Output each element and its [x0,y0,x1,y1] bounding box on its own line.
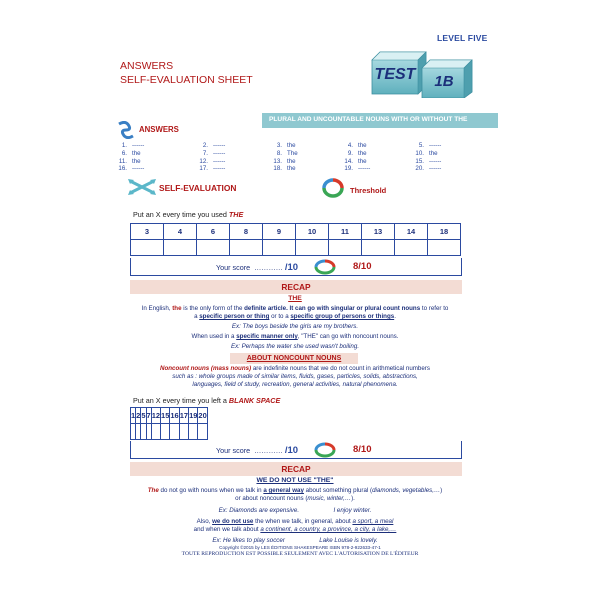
question-number-cell: 3 [131,224,164,240]
answer-item: 11. the [118,157,141,165]
question-number-cell: 9 [263,224,296,240]
recap-subtitle-no-the: WE DO NOT USE "THE" [256,477,334,484]
answer-item: 1. ------ [121,142,145,149]
mark-cell[interactable] [131,240,164,256]
recap-title-1: RECAP [130,280,462,294]
crossed-arrows-icon [128,179,156,200]
answer-item: 2. ------ [202,142,226,149]
answer-item: 20. ------ [415,165,442,173]
threshold-score-2: 8/10 [353,444,372,455]
answer-item: 19. ------ [344,165,371,173]
score-row-blank [130,441,462,459]
threshold-label: Threshold [350,186,387,195]
score-table-blank [130,407,208,440]
question-number-cell: 1 [131,408,136,424]
mark-cell[interactable] [296,240,329,256]
mark-cell[interactable] [362,240,395,256]
question-number-cell: 7 [146,408,151,424]
answer-item: 7. ------ [202,149,226,157]
answers-label: ANSWERS [139,125,179,134]
your-score-label: Your score ………… /10 [216,262,299,273]
score-table-the [130,223,461,256]
question-number-cell: 2 [136,408,141,424]
threshold-small-icon-2 [314,442,336,463]
answers-swirl-icon [116,121,136,144]
answer-item: 13. the [273,157,296,165]
answer-item: 12. ------ [199,157,226,165]
recap2-example-2: Ex: He likes to play soccer Lake Louise is lovely. [212,537,378,544]
threshold-score: 8/10 [353,261,372,272]
recap-example-2: Ex: Perhaps the water she used wasn't boiling. [230,343,360,350]
mark-cell[interactable] [189,424,198,440]
question-number-cell: 6 [197,224,230,240]
recap-example-1: Ex: The boys beside the girls are my brothers. [231,323,359,330]
mark-cell[interactable] [161,424,170,440]
question-number-cell: 16 [170,408,179,424]
question-number-cell: 14 [395,224,428,240]
question-number-cell: 11 [329,224,362,240]
mark-cell[interactable] [395,240,428,256]
noncount-paragraph: Noncount nouns (mass nouns) are indefinite nouns that we do not count in arithmetical numbers such as : whole groups made of similar items, fluids, gases, particles, solids, abstractions, languages, field of study, recreation, general activities, natural phenomena. [160,365,430,389]
mark-cell[interactable] [428,240,461,256]
mark-cell[interactable] [170,424,179,440]
test-badge [364,48,476,98]
question-number-cell: 15 [161,408,170,424]
recap-paragraph-1: In English, the is the only form of the definite article. It can go with singular or plural count nouns to refer to a specific person or thing or to a specific group of persons or things. [141,305,449,321]
answer-item: 3. the [276,142,296,149]
sheet-title: SELF-EVALUATION SHEET [120,74,253,86]
badge-code-text: 1B [434,73,454,90]
answer-item: 16. ------ [118,165,145,173]
mark-cell[interactable] [198,424,207,440]
mark-cell[interactable] [197,240,230,256]
question-number-cell: 18 [428,224,461,240]
mark-cell[interactable] [263,240,296,256]
question-number-cell: 13 [362,224,395,240]
question-number-cell: 5 [141,408,146,424]
answer-item: 8. The [276,149,298,157]
question-number-cell: 10 [296,224,329,240]
question-number-cell: 12 [151,408,160,424]
recap-paragraph-2: When used in a specific manner only, "THE" can go with noncount nouns. [191,333,399,340]
about-noncount-heading: ABOUT NONCOUNT NOUNS [230,353,358,364]
instruction-blank-space: Put an X every time you left a BLANK SPACE [133,396,281,405]
threshold-small-icon [314,259,336,280]
recap2-paragraph-1: The do not go with nouns when we talk in a general way about something plural (diamonds, vegetables,…) or about noncount nouns (music, winter,…). [147,487,443,503]
copyright-line: Copyright ©2015 by LES ÉDITIONS SHAKESPEARE ISBN 978-2-922633-47-1 [219,545,381,550]
badge-test-text: TEST [374,66,416,83]
answer-item: 10. the [415,149,438,157]
question-number-cell: 8 [230,224,263,240]
recap-title-2: RECAP [130,462,462,476]
answers-title: ANSWERS [120,60,174,72]
recap2-paragraph-2: Also, we do not use the when we talk, in general, about a sport, a meal and when we talk about a continent, a country, a province, a city, a lake,… [193,518,397,534]
recap2-example-1: Ex: Diamonds are expensive. I enjoy winter. [218,507,372,514]
your-score-label-2: Your score ………… /10 [216,445,299,456]
mark-cell[interactable] [179,424,188,440]
answer-item: 15. ------ [415,157,442,165]
rights-line: TOUTE REPRODUCTION EST POSSIBLE SEULEMENT AVEC L'AUTORISATION DE L'ÉDITEUR [181,551,419,557]
recap-subtitle-the: THE [288,295,302,302]
mark-cell[interactable] [230,240,263,256]
answer-item: 14. the [344,157,367,165]
mark-cell[interactable] [329,240,362,256]
answer-item: 4. the [347,142,367,149]
threshold-cycle-icon [321,178,345,203]
answer-item: 5. ------ [418,142,442,149]
answer-item: 9. the [347,149,367,157]
self-evaluation-label: SELF-EVALUATION [159,183,237,193]
instruction-used-the: Put an X every time you used THE [133,210,244,219]
mark-cell[interactable] [151,424,160,440]
mark-cell[interactable] [164,240,197,256]
answer-item: 17. ------ [199,165,226,173]
answer-item: 18. the [273,165,296,173]
question-number-cell: 20 [198,408,207,424]
question-number-cell: 17 [179,408,188,424]
question-number-cell: 4 [164,224,197,240]
topic-banner: PLURAL AND UNCOUNTABLE NOUNS WITH OR WITHOUT THE [262,113,498,128]
answer-item: 6. the [121,149,141,157]
answers-grid [114,142,454,174]
level-label: LEVEL FIVE [437,33,488,43]
question-number-cell: 19 [189,408,198,424]
score-row-the [130,258,462,276]
